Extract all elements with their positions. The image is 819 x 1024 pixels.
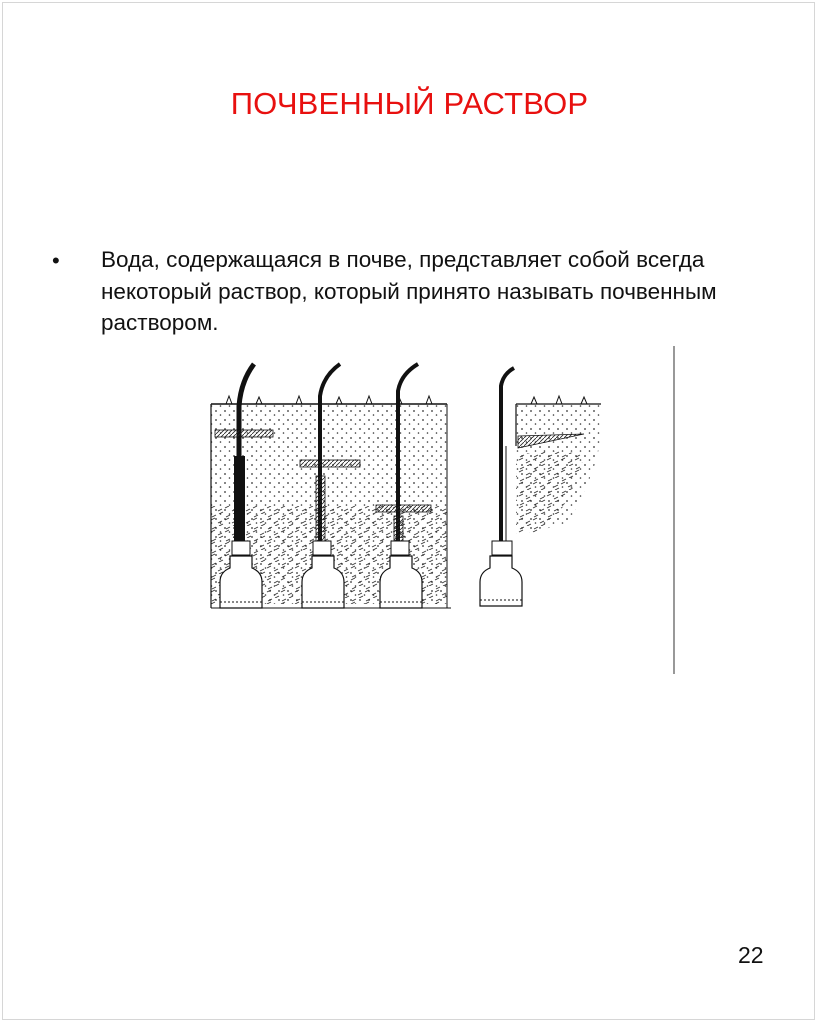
bullet-text: Вода, содержащаяся в почве, представляет собой всегда некоторый раствор, который принято называть почвенным раствором.: [101, 247, 717, 335]
slide-title: ПОЧВЕННЫЙ РАСТВОР: [230, 86, 589, 121]
bullet-marker: •: [52, 248, 60, 273]
lysimeter-4: [480, 368, 522, 606]
soil-block-right: [516, 396, 601, 534]
lysimeter-diagram-icon: [196, 346, 686, 681]
page-number: 22: [738, 942, 764, 968]
